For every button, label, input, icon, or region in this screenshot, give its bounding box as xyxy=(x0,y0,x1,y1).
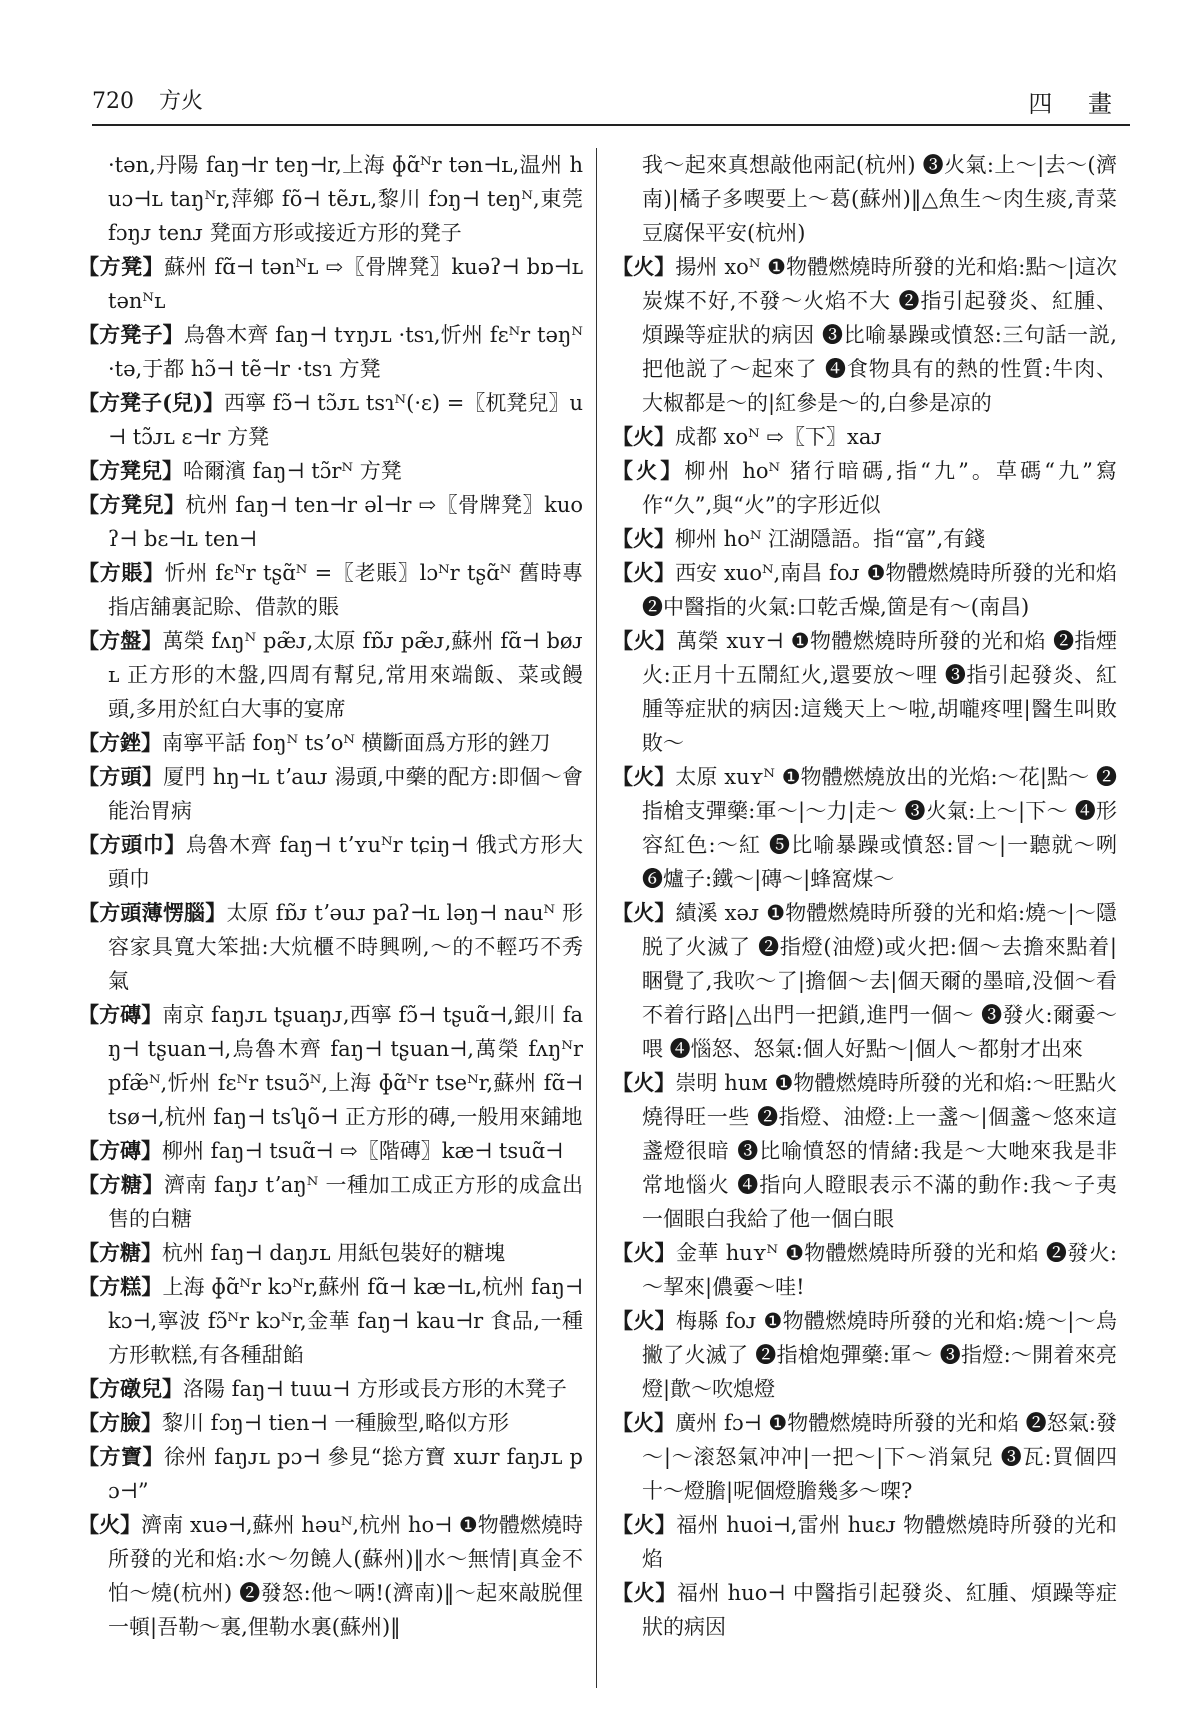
entry-headword: 【火】 xyxy=(612,254,676,279)
dictionary-entry xyxy=(612,1066,1117,1236)
dictionary-entry xyxy=(78,556,583,624)
entry-headword: 【火】 xyxy=(612,1308,676,1333)
dictionary-entry xyxy=(612,1304,1117,1406)
entry-definition: ·tən,丹陽 faŋ⊣r teŋ⊣r,上海 ɸɑ̃ᴺr tən⊣ʟ,温州 huɔ⊣ʟ taŋᴺr,萍鄉 fõ⊣ tẽᴊʟ,黎川 fɔŋ⊣ teŋᴺ,東莞 fɔŋᴊ tenᴊ 凳面方形或接近方形的凳子 xyxy=(108,153,583,245)
dictionary-entry xyxy=(78,998,583,1134)
page-header xyxy=(92,78,1130,126)
entry-headword: 【方頭巾】 xyxy=(78,832,186,857)
entry-headword: 【火】 xyxy=(612,900,676,925)
dictionary-entry xyxy=(78,896,583,998)
dictionary-entry xyxy=(612,760,1117,896)
entry-definition: 濟南 xuə⊣,蘇州 həuᴺ,杭州 ho⊣ ❶物體燃燒時所發的光和焰:水～勿饒人(蘇州)‖水～無情|真金不怕～燒(杭州) ❷發怒:他～唡!(濟南)‖～起來敲脱俚一頓|吾勒～裏,俚勒水裏(蘇州)‖ xyxy=(108,1513,583,1639)
column-divider xyxy=(596,148,597,1688)
dictionary-entry xyxy=(612,420,1117,454)
entry-definition: 柳州 hoᴺ 猪行暗碼,指“九”。草碼“九”寫作“久”,與“火”的字形近似 xyxy=(642,459,1117,517)
entry-headword: 【火】 xyxy=(612,424,675,449)
entry-definition: 崇明 huᴍ ❶物體燃燒時所發的光和焰:～旺點火燒得旺一些 ❷指燈、油燈:上一盞～|個盞～悠來這盞燈很暗 ❸比喻憤怒的情緒:我是～大哋來我是非常地惱火 ❹指向人瞪眼表示不滿的動作:我～子夷一個眼白我給了他一個白眼 xyxy=(642,1071,1117,1231)
dictionary-entry xyxy=(78,318,583,386)
entry-definition: 西安 xuoᴺ,南昌 foᴊ ❶物體燃燒時所發的光和焰 ❷中醫指的火氣:口乾舌燥,箇是有～(南昌) xyxy=(642,561,1117,619)
dictionary-entry xyxy=(612,454,1117,522)
entry-definition: 洛陽 faŋ⊣ tuɯ⊣ 方形或長方形的木凳子 xyxy=(183,1377,567,1401)
dictionary-entry xyxy=(612,1576,1117,1644)
entry-definition: 福州 huoi⊣,雷州 huɛᴊ 物體燃燒時所發的光和焰 xyxy=(642,1513,1117,1571)
dictionary-entry xyxy=(78,1168,583,1236)
dictionary-entry xyxy=(78,386,583,454)
entry-headword: 【方凳兒】 xyxy=(78,492,186,517)
entry-definition: 績溪 xəᴊ ❶物體燃燒時所發的光和焰:燒～|～隱脱了火滅了 ❷指燈(油燈)或火把:個～去擔來點着|睏覺了,我吹～了|擔個～去|個天爾的墨暗,没個～看不着行路|△出門一把鎖,進門一個～ ❸發火:爾嫑～喂 ❹惱怒、怒氣:個人好點～|個人～都射才出來 xyxy=(642,901,1117,1061)
entry-definition: 我～起來真想敲他兩記(杭州) ❸火氣:上～|去～(濟南)|橘子多喫要上～葛(蘇州)‖△魚生～肉生痰,青菜豆腐保平安(杭州) xyxy=(642,153,1117,245)
entry-definition: 柳州 hoᴺ 江湖隱語。指“富”,有錢 xyxy=(675,527,986,551)
dictionary-entry xyxy=(78,760,583,828)
entry-headword: 【火】 xyxy=(612,1070,676,1095)
dictionary-entry xyxy=(78,1406,583,1440)
entry-definition: 烏魯木齊 faŋ⊣ tʏŋᴊʟ ·tsɿ,忻州 fɛᴺr təŋᴺ ·tə,于都 hɔ̃⊣ tẽ⊣r ·tsɿ 方凳 xyxy=(108,323,583,381)
entry-definition: 梅縣 foᴊ ❶物體燃燒時所發的光和焰:燒～|～烏撇了火滅了 ❷指槍炮彈藥:軍～ ❸指燈:～開着來亮燈|歕～吹熄燈 xyxy=(642,1309,1117,1401)
entry-definition: 南京 faŋᴊʟ tʂuaŋᴊ,西寧 fɔ̃⊣ tʂuɑ̃⊣,銀川 faŋ⊣ tʂuan⊣,烏魯木齊 faŋ⊣ tʂuan⊣,萬榮 fʌŋᴺr pfæ̃ᴺ,忻州 fɛᴺr tsuɔ̃ᴺ,上海 ɸɑ̃ᴺr tseᴺr,蘇州 fɑ̃⊣ tsø⊣,杭州 faŋ⊣ tsʮõ⊣ 正方形的磚,一般用來鋪地 xyxy=(108,1003,583,1129)
entry-headword: 【火】 xyxy=(612,560,676,585)
entry-definition: 哈爾濱 faŋ⊣ tɔ̃rᴺ 方凳 xyxy=(183,459,402,483)
header-left xyxy=(92,84,203,115)
entry-headword: 【方銼】 xyxy=(78,730,162,755)
entry-headword: 【方凳兒】 xyxy=(78,458,183,483)
entry-definition: 南寧平話 foŋᴺ tsʼoᴺ 横斷面爲方形的銼刀 xyxy=(162,731,551,755)
entry-headword: 【方頭】 xyxy=(78,764,164,789)
entry-definition: 上海 ɸɑ̃ᴺr kɔᴺr,蘇州 fɑ̃⊣ kæ⊣ʟ,杭州 faŋ⊣ kɔ⊣,寧波 fɔ̃ᴺr kɔᴺr,金華 faŋ⊣ kau⊣r 食品,一種方形軟糕,有各種甜餡 xyxy=(108,1275,583,1367)
entry-definition: 柳州 faŋ⊣ tsuɑ̃⊣ ⇨〖階磚〗kæ⊣ tsuɑ̃⊣ xyxy=(162,1139,564,1163)
entry-headword: 【火】 xyxy=(612,1240,677,1265)
entry-headword: 【方糕】 xyxy=(78,1274,163,1299)
entry-headword: 【火】 xyxy=(612,1580,677,1605)
entry-headword: 【火】 xyxy=(612,1410,676,1435)
entry-definition: 太原 xuʏᴺ ❶物體燃燒放出的光焰:～花|點～ ❷指槍支彈藥:軍～|～力|走～ ❸火氣:上～|下～ ❹形容紅色:～紅 ❺比喻暴躁或憤怒:冒～|一聽就～咧 ❻爐子:鐵～|磚～|蜂窩煤～ xyxy=(642,765,1117,891)
dictionary-entry xyxy=(612,522,1117,556)
entry-definition: 萬榮 fʌŋᴺ pæ̃ᴊ,太原 fɒ̃ᴊ pæ̃ᴊ,蘇州 fɑ̃⊣ bøᴊʟ 正方形的木盤,四周有幫兒,常用來端飯、菜或饅頭,多用於紅白大事的宴席 xyxy=(108,629,583,721)
entry-headword: 【方盤】 xyxy=(78,628,163,653)
entry-headword: 【方糖】 xyxy=(78,1172,164,1197)
entry-definition: 金華 huʏᴺ ❶物體燃燒時所發的光和焰 ❷發火:～挈來|儂嫑～哇! xyxy=(642,1241,1117,1299)
entry-definition: 黎川 fɔŋ⊣ tien⊣ 一種臉型,略似方形 xyxy=(162,1411,509,1435)
right-column xyxy=(612,148,1117,1688)
dictionary-entry xyxy=(612,148,1117,250)
dictionary-entry xyxy=(612,1236,1117,1304)
entry-definition: 濟南 faŋᴊ tʼaŋᴺ 一種加工成正方形的成盒出售的白糖 xyxy=(108,1173,583,1231)
dictionary-entry xyxy=(78,1372,583,1406)
dictionary-entry xyxy=(78,250,583,318)
section-chars: 方火 xyxy=(159,89,204,114)
entry-headword: 【火】 xyxy=(612,764,676,789)
dictionary-entry xyxy=(78,454,583,488)
entry-headword: 【火】 xyxy=(612,526,675,551)
entry-definition: 杭州 faŋ⊣ ten⊣r əl⊣r ⇨〖骨牌凳〗kuoʔ⊣ bɛ⊣ʟ ten⊣ xyxy=(108,493,583,551)
entry-definition: 揚州 xoᴺ ❶物體燃燒時所發的光和焰:點～|這次炭煤不好,不發～火焰不大 ❷指引起發炎、紅腫、煩躁等症狀的病因 ❸比喻暴躁或憤怒:三句話一説,把他説了～起來了 ❹食物具有的熱的性質:牛肉、大椒都是～的|紅參是～的,白參是凉的 xyxy=(642,255,1117,415)
entry-definition: 廣州 fɔ⊣ ❶物體燃燒時所發的光和焰 ❷怒氣:發～|～滚怒氣冲冲|一把～|下～消氣兒 ❸瓦:買個四十～燈膽|呢個燈膽幾多～㗎? xyxy=(642,1411,1117,1503)
dictionary-entry xyxy=(78,488,583,556)
entry-headword: 【方磚】 xyxy=(78,1002,163,1027)
entry-definition: 徐州 faŋᴊʟ pɔ⊣ 參見“捴方寶 xuᴊr faŋᴊʟ pɔ⊣” xyxy=(108,1445,583,1503)
entry-headword: 【方糖】 xyxy=(78,1240,162,1265)
entry-definition: 太原 fɒ̃ᴊ tʼəuᴊ paʔ⊣ʟ ləŋ⊣ nauᴺ 形容家具寬大笨拙:大炕櫃不時興咧,～的不輕巧不秀氣 xyxy=(108,901,583,993)
left-column xyxy=(78,148,583,1688)
entry-definition: 西寧 fɔ̃⊣ tɔ̃ᴊʟ tsɿᴺ(·ɛ) =〖杌凳兒〗u⊣ tɔ̃ᴊʟ ɛ⊣r 方凳 xyxy=(108,391,583,449)
dictionary-entry xyxy=(78,148,583,250)
entry-headword: 【方凳子】 xyxy=(78,322,184,347)
entry-headword: 【方臉】 xyxy=(78,1410,162,1435)
dictionary-entry xyxy=(78,1134,583,1168)
entry-headword: 【火】 xyxy=(612,1512,677,1537)
entry-definition: 厦門 hŋ⊣ʟ tʼauᴊ 湯頭,中藥的配方:即個～會能治胃病 xyxy=(108,765,583,823)
entry-definition: 蘇州 fɑ̃⊣ tənᴺʟ ⇨〖骨牌凳〗kuəʔ⊣ bɒ⊣ʟ tənᴺʟ xyxy=(108,255,583,313)
dictionary-entry xyxy=(612,1508,1117,1576)
dictionary-entry xyxy=(612,896,1117,1066)
dictionary-body xyxy=(78,148,1144,1688)
entry-headword: 【方寶】 xyxy=(78,1444,165,1469)
entry-definition: 萬榮 xuʏ⊣ ❶物體燃燒時所發的光和焰 ❷指煙火:正月十五鬧紅火,還要放～哩 ❸指引起發炎、紅腫等症狀的病因:這幾天上～啦,胡嚨疼哩|醫生叫敗敗～ xyxy=(642,629,1117,755)
entry-headword: 【火】 xyxy=(612,628,677,653)
dictionary-entry xyxy=(612,250,1117,420)
entry-headword: 【方凳】 xyxy=(78,254,165,279)
dictionary-entry xyxy=(78,624,583,726)
dictionary-entry xyxy=(78,1508,583,1644)
dictionary-entry xyxy=(78,1236,583,1270)
entry-headword: 【方礅兒】 xyxy=(78,1376,183,1401)
dictionary-entry xyxy=(78,1270,583,1372)
stroke-count-label: 四 畫 xyxy=(1028,90,1126,118)
entry-headword: 【方頭薄愣腦】 xyxy=(78,900,227,925)
dictionary-entry xyxy=(78,1440,583,1508)
entry-definition: 成都 xoᴺ ⇨〖下〗xaᴊ xyxy=(675,425,882,449)
entry-definition: 福州 huo⊣ 中醫指引起發炎、紅腫、煩躁等症狀的病因 xyxy=(642,1581,1117,1639)
entry-headword: 【火】 xyxy=(78,1512,142,1537)
dictionary-entry xyxy=(612,624,1117,760)
entry-definition: 杭州 faŋ⊣ daŋᴊʟ 用紙包裝好的糖塊 xyxy=(162,1241,506,1265)
entry-headword: 【方凳子(兒)】 xyxy=(78,390,225,415)
entry-headword: 【方磚】 xyxy=(78,1138,162,1163)
dictionary-entry xyxy=(612,1406,1117,1508)
dictionary-entry xyxy=(78,726,583,760)
entry-definition: 忻州 fɛᴺr tʂɑ̃ᴺ =〖老賬〗lɔᴺr tʂɑ̃ᴺ 舊時專指店舖裏記賒、借款的賬 xyxy=(108,561,583,619)
page-number: 720 xyxy=(92,89,134,114)
entry-headword: 【火】 xyxy=(612,458,685,483)
dictionary-entry xyxy=(612,556,1117,624)
entry-headword: 【方賬】 xyxy=(78,560,165,585)
dictionary-entry xyxy=(78,828,583,896)
entry-definition: 烏魯木齊 faŋ⊣ tʼʏuᴺr tɕiŋ⊣ 俄式方形大頭巾 xyxy=(108,833,583,891)
